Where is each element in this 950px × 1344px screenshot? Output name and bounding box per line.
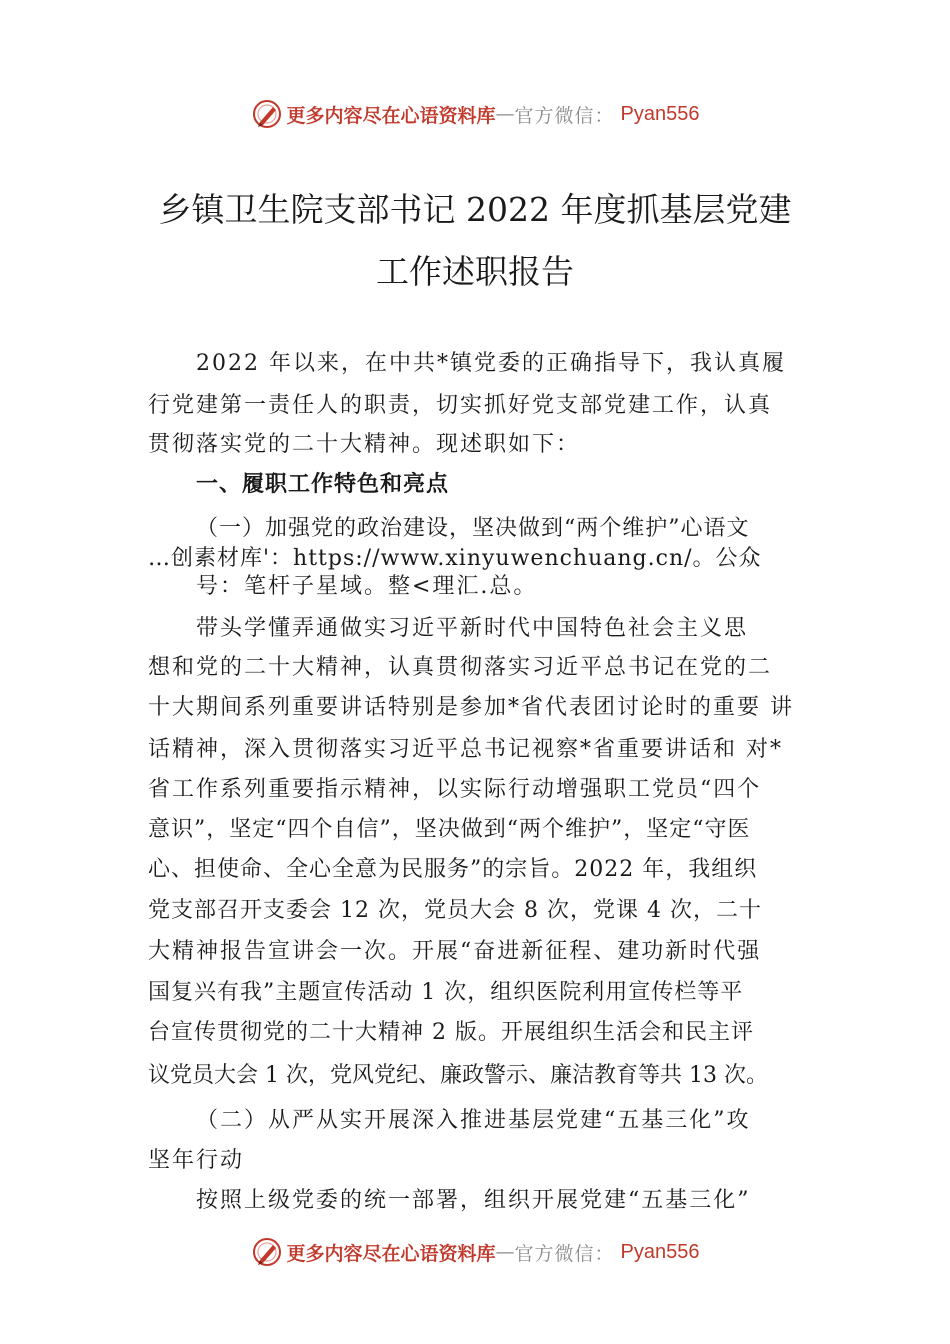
body-line: 号：笔杆子星域。整<理汇.总。	[196, 574, 538, 599]
pen-logo-icon	[251, 98, 283, 130]
subsection-heading: （二）从严从实开展深入推进基层党建“五基三化”攻	[196, 1108, 751, 1133]
body-line: 话精神，深入贯彻落实习近平总书记视察*省重要讲话和 对*	[148, 737, 783, 762]
header-watermark-banner	[0, 94, 950, 134]
banner-wechat-id: Pyan556	[620, 1240, 700, 1263]
banner-wechat-id: Pyan556	[620, 102, 700, 125]
body-line: 十大期间系列重要讲话特别是参加*省代表团讨论时的重要 讲	[148, 695, 794, 720]
body-line: 行党建第一责任人的职责，切实抓好党支部党建工作，认真	[148, 393, 773, 418]
banner-wechat-label: 官方微信：	[514, 1242, 615, 1265]
body-line: 省工作系列重要指示精神，以实际行动增强职工党员“四个	[148, 777, 762, 802]
body-line: 意识”，坚定“四个自信”，坚决做到“两个维护”，坚定“守医	[148, 817, 751, 842]
body-line: 心、担使命、全心全意为民服务”的宗旨。2022 年，我组织	[148, 857, 758, 882]
body-line: 贯彻落实党的二十大精神。现述职如下：	[148, 432, 581, 457]
banner-separator: —	[495, 103, 515, 125]
body-line: 想和党的二十大精神，认真贯彻落实习近平总书记在党的二	[148, 655, 773, 680]
body-line: 国复兴有我”主题宣传活动 1 次，组织医院利用宣传栏等平	[148, 980, 744, 1005]
body-line: 大精神报告宣讲会一次。开展“奋进新征程、建功新时代强	[148, 939, 762, 964]
document-title-line-1: 乡镇卫生院支部书记 2022 年度抓基层党建	[158, 190, 792, 229]
document-title-line-2: 工作述职报告	[376, 252, 574, 291]
footer-watermark-banner	[0, 1232, 950, 1272]
body-line: 带头学懂弄通做实习近平新时代中国特色社会主义思	[196, 616, 749, 641]
body-line: 党支部召开支委会 12 次，党员大会 8 次，党课 4 次，二十	[148, 898, 762, 923]
subsection-heading: （一）加强党的政治建设，坚决做到“两个维护”心语文	[196, 516, 750, 541]
banner-wechat-label: 官方微信：	[514, 104, 615, 127]
banner-brand-text: 更多内容尽在心语资料库	[286, 104, 496, 127]
body-line: 2022 年以来，在中共*镇党委的正确指导下，我认真履	[196, 351, 786, 376]
body-line: 坚年行动	[148, 1148, 245, 1173]
body-line: 台宣传贯彻党的二十大精神 2 版。开展组织生活会和民主评	[148, 1020, 754, 1045]
banner-brand-text: 更多内容尽在心语资料库	[286, 1242, 496, 1265]
section-heading: 一、履职工作特色和亮点	[196, 472, 450, 497]
banner-separator: —	[495, 1241, 515, 1263]
body-line: …创素材库'：https://www.xinyuwenchuang.cn/。公众	[148, 546, 762, 571]
body-line: 按照上级党委的统一部署，组织开展党建“五基三化”	[196, 1188, 751, 1213]
body-line: 议党员大会 1 次，党风党纪、廉政警示、廉洁教育等共 13 次。	[148, 1063, 768, 1088]
pen-logo-icon	[251, 1236, 283, 1268]
